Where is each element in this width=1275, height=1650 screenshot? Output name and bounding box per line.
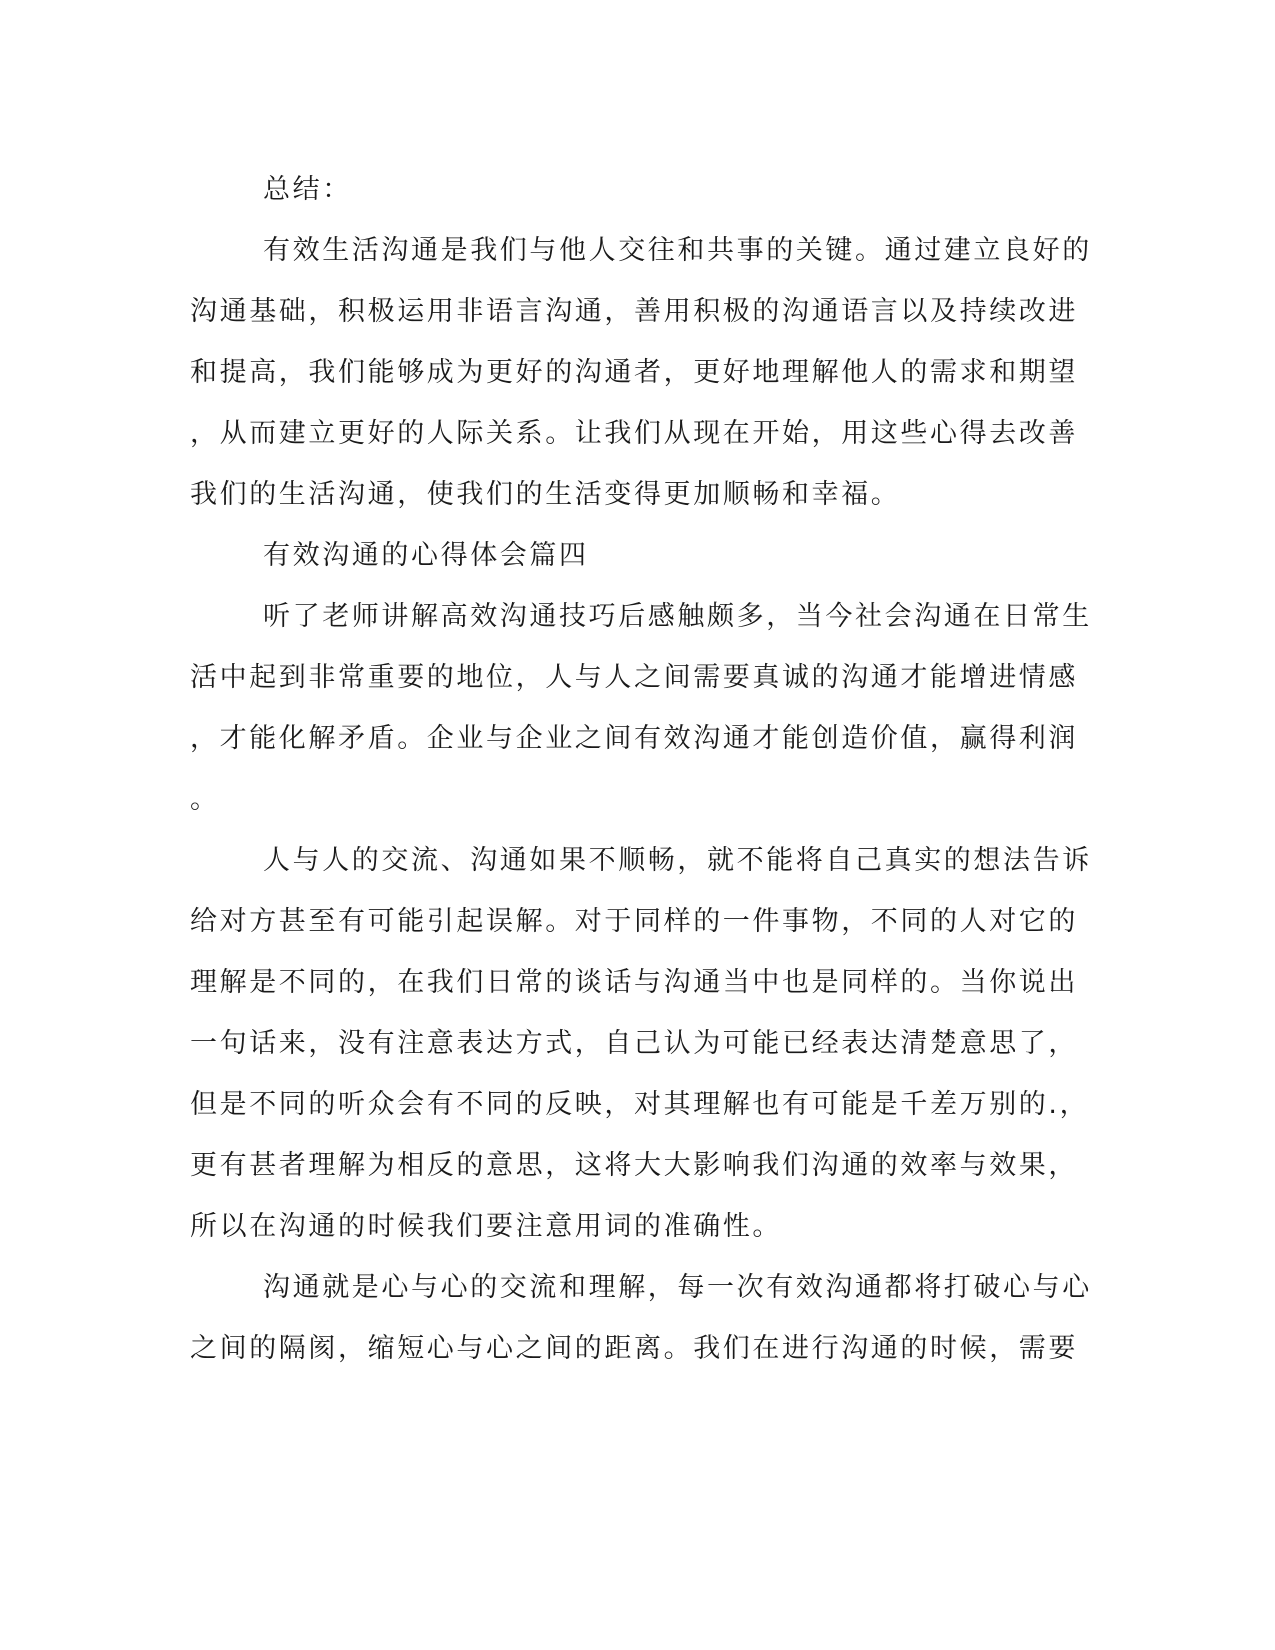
paragraph-line: 沟通就是心与心的交流和理解，每一次有效沟通都将打破心与心 (263, 1272, 1092, 1303)
paragraph-line: ，才能化解矛盾。企业与企业之间有效沟通才能创造价值，赢得利润 (190, 723, 1078, 754)
paragraph-line: 听了老师讲解高效沟通技巧后感触颇多，当今社会沟通在日常生 (263, 601, 1092, 632)
paragraph-line: 理解是不同的，在我们日常的谈话与沟通当中也是同样的。当你说出 (190, 967, 1078, 998)
paragraph-line: 和提高，我们能够成为更好的沟通者，更好地理解他人的需求和期望 (190, 357, 1078, 388)
paragraph-line: 沟通基础，积极运用非语言沟通，善用积极的沟通语言以及持续改进 (190, 296, 1078, 327)
section-title: 有效沟通的心得体会篇四 (263, 540, 589, 571)
paragraph-line: ，从而建立更好的人际关系。让我们从现在开始，用这些心得去改善 (190, 418, 1078, 449)
paragraph-line: 人与人的交流、沟通如果不顺畅，就不能将自己真实的想法告诉 (263, 845, 1092, 876)
paragraph-line: 活中起到非常重要的地位，人与人之间需要真诚的沟通才能增进情感 (190, 662, 1078, 693)
paragraph-line: 一句话来，没有注意表达方式，自己认为可能已经表达清楚意思了， (190, 1028, 1078, 1059)
paragraph-line: 。 (190, 784, 220, 815)
summary-heading: 总结： (263, 174, 352, 205)
paragraph-line: 更有甚者理解为相反的意思，这将大大影响我们沟通的效率与效果， (190, 1150, 1078, 1181)
paragraph-line: 给对方甚至有可能引起误解。对于同样的一件事物，不同的人对它的 (190, 906, 1078, 937)
paragraph-line: 之间的隔阂，缩短心与心之间的距离。我们在进行沟通的时候，需要 (190, 1333, 1078, 1364)
paragraph-line: 我们的生活沟通，使我们的生活变得更加顺畅和幸福。 (190, 479, 901, 510)
paragraph-line: 所以在沟通的时候我们要注意用词的准确性。 (190, 1211, 782, 1242)
paragraph-line: 但是不同的听众会有不同的反映，对其理解也有可能是千差万别的.， (190, 1089, 1090, 1120)
paragraph-line: 有效生活沟通是我们与他人交往和共事的关键。通过建立良好的 (263, 235, 1092, 266)
